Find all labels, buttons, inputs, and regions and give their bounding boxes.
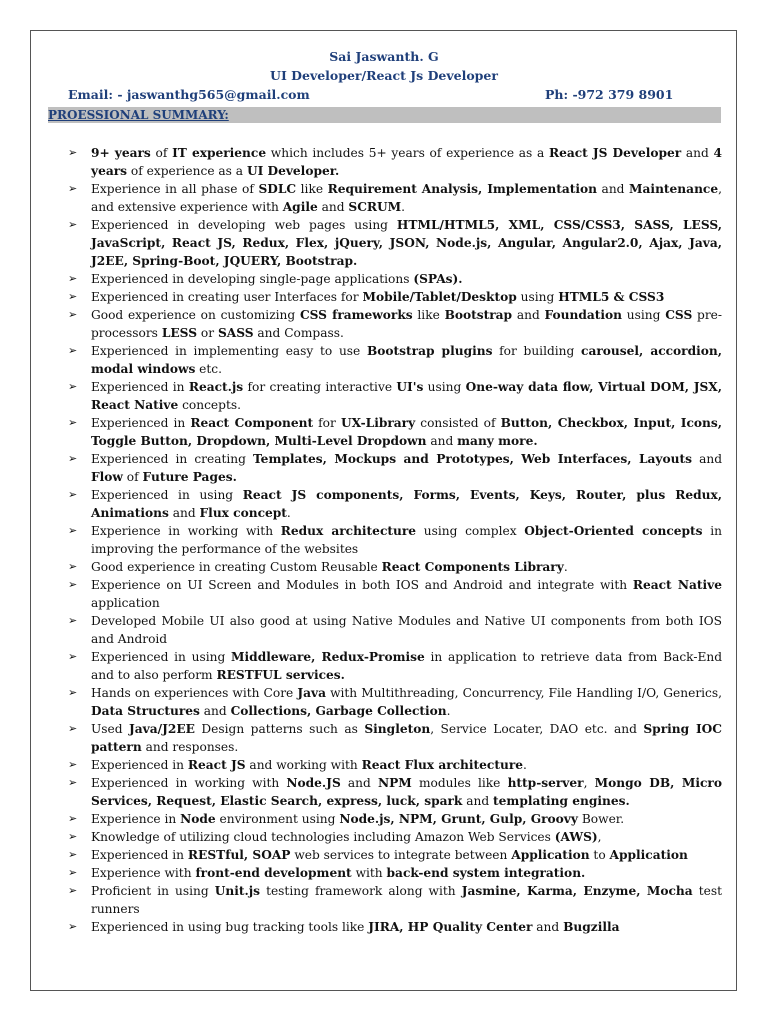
arrow-bullet-icon: ➢: [68, 524, 78, 537]
job-title: UI Developer/React Js Developer: [270, 68, 498, 83]
summary-item-text: .: [563, 560, 568, 574]
summary-item-text: ,: [597, 830, 602, 844]
summary-item: [68, 810, 722, 828]
summary-item: [68, 306, 722, 342]
summary-item-keyword: back-end system integration.: [386, 866, 586, 880]
summary-item-text: .: [401, 200, 406, 214]
summary-item-keyword: HTML/HTML5, XML, CSS/CSS3, SASS, LESS, JavaScript, React JS, Redux, Flex, jQuery, JSON, Node.js, Angular, Angular2.0, Ajax, Java, J2EE, Spring-Boot, JQUERY, Bootstrap.: [91, 218, 722, 268]
summary-item-keyword: RESTful, SOAP: [187, 848, 291, 862]
summary-item: [68, 378, 722, 414]
summary-item-keyword: UX-Library: [340, 416, 416, 430]
email-text: Email: - jaswanthg565@gmail.com: [68, 87, 310, 102]
summary-item-text: Experienced in: [91, 416, 191, 430]
summary-item-keyword: Node.JS: [286, 776, 341, 790]
summary-item-text: in application to retrieve data from Back-End and to also perform: [91, 650, 722, 682]
summary-item-keyword: Bootstrap: [444, 308, 513, 322]
summary-item-text: using: [516, 290, 559, 304]
arrow-bullet-icon: ➢: [68, 848, 78, 861]
summary-item-text: and working with: [245, 758, 362, 772]
arrow-bullet-icon: ➢: [68, 686, 78, 699]
summary-item-text: .: [523, 758, 527, 772]
summary-item-keyword: Object-Oriented concepts: [524, 524, 703, 538]
summary-item: [68, 450, 722, 486]
summary-item-text: Experienced in creating: [91, 452, 254, 466]
summary-item-text: in improving the performance of the websites: [91, 524, 722, 556]
summary-item-text: and: [512, 308, 545, 322]
summary-item-keyword: React.js: [188, 380, 244, 394]
phone-text: Ph: -972 379 8901: [545, 87, 674, 102]
summary-item-keyword: Templates, Mockups and Prototypes, Web Interfaces, Layouts: [253, 452, 692, 466]
summary-item-text: Experienced in developing web pages using: [91, 218, 397, 232]
arrow-bullet-icon: ➢: [68, 830, 78, 843]
summary-item-text: of experience as a: [127, 164, 247, 178]
arrow-bullet-icon: ➢: [68, 758, 78, 771]
arrow-bullet-icon: ➢: [68, 416, 78, 429]
summary-item-text: and: [168, 506, 200, 520]
summary-item-text: for creating interactive: [243, 380, 397, 394]
summary-item: [68, 828, 722, 846]
summary-item-text: test runners: [91, 884, 723, 916]
summary-item: [68, 144, 722, 180]
summary-list: [68, 144, 722, 936]
summary-item-text: modules like: [411, 776, 508, 790]
summary-item-text: and responses.: [141, 740, 239, 754]
summary-item-keyword: Future Pages.: [142, 470, 237, 484]
summary-item: [68, 648, 722, 684]
summary-item-keyword: SDLC: [258, 182, 297, 196]
summary-item-keyword: Foundation: [544, 308, 623, 322]
summary-item-keyword: CSS frameworks: [299, 308, 413, 322]
summary-item-text: Experienced in: [91, 758, 188, 772]
summary-item-text: Experienced in using bug tracking tools like: [91, 920, 369, 934]
summary-item-keyword: Bootstrap plugins: [366, 344, 493, 358]
summary-item-keyword: Java: [297, 686, 326, 700]
summary-item-text: Used: [91, 722, 130, 736]
summary-item-text: Experienced in using: [91, 488, 243, 502]
summary-item-text: Bower.: [577, 812, 625, 826]
summary-item-keyword: JIRA, HP Quality Center: [368, 920, 533, 934]
summary-item-text: and: [340, 776, 378, 790]
summary-item-text: of: [122, 470, 143, 484]
arrow-bullet-icon: ➢: [68, 344, 78, 357]
summary-item-text: or: [197, 326, 218, 340]
summary-item-text: ,: [583, 776, 595, 790]
summary-item-text: Good experience on customizing: [91, 308, 300, 322]
summary-item-text: Experienced in developing single-page applications: [91, 272, 414, 286]
summary-item: [68, 918, 722, 936]
summary-item-keyword: Node: [180, 812, 216, 826]
summary-item: [68, 414, 722, 450]
summary-item-keyword: Bugzilla: [563, 920, 620, 934]
summary-item-keyword: UI Developer.: [246, 164, 340, 178]
summary-item-keyword: 4 years: [91, 146, 722, 178]
arrow-bullet-icon: ➢: [68, 650, 78, 663]
summary-item-text: Experience in working with: [91, 524, 281, 538]
summary-item-text: and: [681, 146, 714, 160]
summary-item: [68, 774, 722, 810]
summary-item-keyword: Data Structures: [91, 704, 200, 718]
section-title: PROESSIONAL SUMMARY:: [48, 108, 229, 122]
summary-item-keyword: Jasmine, Karma, Enzyme, Mocha: [461, 884, 693, 898]
summary-item: [68, 846, 722, 864]
summary-item-text: .: [446, 704, 451, 718]
summary-item-keyword: Spring IOC pattern: [91, 722, 722, 754]
summary-item-keyword: Requirement Analysis, Implementation: [327, 182, 597, 196]
summary-item-keyword: React Components Library: [381, 560, 564, 574]
summary-item-text: like: [296, 182, 328, 196]
arrow-bullet-icon: ➢: [68, 866, 78, 879]
summary-item: [68, 864, 722, 882]
summary-item: [68, 486, 722, 522]
summary-item-keyword: front-end development: [195, 866, 352, 880]
summary-item-keyword: Agile: [282, 200, 318, 214]
summary-item-text: testing framework along with: [260, 884, 462, 898]
summary-item-text: and: [426, 434, 458, 448]
summary-item-keyword: (SPAs).: [413, 272, 463, 286]
summary-item-text: with: [351, 866, 387, 880]
summary-item-keyword: http-server: [507, 776, 584, 790]
summary-item-text: Experienced in implementing easy to use: [91, 344, 367, 358]
summary-item-keyword: Flow: [91, 470, 123, 484]
summary-item-text: which includes 5+ years of experience as a: [266, 146, 549, 160]
summary-item-keyword: Flux concept: [199, 506, 287, 520]
arrow-bullet-icon: ➢: [68, 380, 78, 393]
summary-item: [68, 612, 722, 648]
summary-item-text: for building: [492, 344, 582, 358]
summary-item-text: Experienced in: [91, 380, 189, 394]
summary-item-keyword: Collections, Garbage Collection: [230, 704, 447, 718]
arrow-bullet-icon: ➢: [68, 776, 78, 789]
summary-item-keyword: Singleton: [364, 722, 431, 736]
summary-item-keyword: UI's: [396, 380, 424, 394]
summary-item-text: Experienced in using: [91, 650, 232, 664]
summary-item-text: and: [532, 920, 564, 934]
summary-item-text: like: [412, 308, 445, 322]
summary-item-text: of: [150, 146, 173, 160]
summary-item-text: and: [692, 452, 723, 466]
summary-item-text: using: [622, 308, 666, 322]
summary-item: [68, 180, 722, 216]
summary-item-text: Experience with: [91, 866, 196, 880]
summary-item-keyword: One-way data flow, Virtual DOM, JSX, React Native: [91, 380, 723, 412]
summary-item-keyword: Maintenance: [629, 182, 719, 196]
arrow-bullet-icon: ➢: [68, 578, 78, 591]
summary-item-text: using: [423, 380, 466, 394]
summary-item-keyword: React JS Developer: [548, 146, 682, 160]
summary-item-text: pre-processors: [91, 308, 722, 340]
summary-item-keyword: Application: [511, 848, 590, 862]
summary-item: [68, 684, 722, 720]
arrow-bullet-icon: ➢: [68, 272, 78, 285]
summary-item: [68, 558, 722, 576]
arrow-bullet-icon: ➢: [68, 308, 78, 321]
summary-item: [68, 522, 722, 558]
summary-item-keyword: (AWS): [554, 830, 598, 844]
summary-item: [68, 756, 722, 774]
summary-item-text: using complex: [416, 524, 525, 538]
summary-item-text: , and extensive experience with: [91, 182, 722, 214]
summary-item-text: with Multithreading, Concurrency, File Handling I/O, Generics,: [326, 686, 722, 700]
arrow-bullet-icon: ➢: [68, 488, 78, 501]
summary-item-keyword: RESTFUL services.: [216, 668, 345, 682]
summary-item-keyword: Redux architecture: [280, 524, 417, 538]
arrow-bullet-icon: ➢: [68, 146, 78, 159]
summary-item-text: web services to integrate between: [290, 848, 512, 862]
summary-item-keyword: NPM: [377, 776, 412, 790]
summary-item-keyword: HTML5 & CSS3: [558, 290, 665, 304]
summary-item-text: environment using: [215, 812, 340, 826]
summary-item-text: Hands on experiences with Core: [91, 686, 298, 700]
summary-item: [68, 288, 722, 306]
arrow-bullet-icon: ➢: [68, 722, 78, 735]
summary-item-keyword: React Component: [190, 416, 314, 430]
candidate-name: Sai Jaswanth. G: [329, 49, 439, 64]
arrow-bullet-icon: ➢: [68, 290, 78, 303]
summary-item-text: Experienced in creating user Interfaces for: [91, 290, 363, 304]
arrow-bullet-icon: ➢: [68, 920, 78, 933]
summary-item-text: and: [462, 794, 494, 808]
summary-item: [68, 720, 722, 756]
summary-item: [68, 270, 722, 288]
summary-item-keyword: Middleware, Redux-Promise: [231, 650, 425, 664]
summary-item-text: Knowledge of utilizing cloud technologies including Amazon Web Services: [91, 830, 555, 844]
summary-item-text: and Compass.: [253, 326, 344, 340]
summary-item-keyword: Java/J2EE: [129, 722, 195, 736]
summary-item-text: for: [313, 416, 341, 430]
summary-item-keyword: React JS components, Forms, Events, Keys, Router, plus Redux, Animations: [91, 488, 722, 520]
summary-item-text: .: [286, 506, 291, 520]
summary-item-text: Proficient in using: [91, 884, 215, 898]
summary-item: [68, 216, 722, 270]
arrow-bullet-icon: ➢: [68, 884, 78, 897]
summary-item: [68, 342, 722, 378]
summary-item-keyword: SASS: [217, 326, 254, 340]
summary-item-keyword: Mobile/Tablet/Desktop: [362, 290, 517, 304]
arrow-bullet-icon: ➢: [68, 182, 78, 195]
summary-item-text: Experienced in: [91, 848, 188, 862]
summary-item-keyword: React Flux architecture: [361, 758, 524, 772]
summary-item-keyword: LESS: [161, 326, 198, 340]
summary-item-text: Design patterns such as: [194, 722, 365, 736]
summary-item-text: and: [597, 182, 630, 196]
summary-item-text: consisted of: [415, 416, 501, 430]
summary-item-keyword: SCRUM: [348, 200, 402, 214]
summary-item-keyword: CSS: [665, 308, 693, 322]
summary-item-keyword: React Native: [632, 578, 722, 592]
summary-item-text: and: [317, 200, 349, 214]
summary-item-keyword: Mongo DB, Micro Services, Request, Elastic Search, express, luck, spark: [91, 776, 722, 808]
summary-item-keyword: Unit.js: [214, 884, 261, 898]
summary-item-text: Good experience in creating Custom Reusable: [91, 560, 382, 574]
summary-item-keyword: IT experience: [172, 146, 267, 160]
summary-item-text: Experience on UI Screen and Modules in both IOS and Android and integrate with: [91, 578, 633, 592]
arrow-bullet-icon: ➢: [68, 560, 78, 573]
arrow-bullet-icon: ➢: [68, 218, 78, 231]
summary-item: [68, 576, 722, 612]
summary-item-keyword: 9+ years: [91, 146, 151, 160]
summary-item-keyword: many more.: [457, 434, 538, 448]
summary-item-text: Developed Mobile UI also good at using Native Modules and Native UI components from both IOS and Android: [91, 614, 722, 646]
summary-item-text: and: [199, 704, 231, 718]
arrow-bullet-icon: ➢: [68, 812, 78, 825]
summary-item-keyword: Application: [609, 848, 688, 862]
summary-item-keyword: React JS: [187, 758, 246, 772]
summary-item-text: to: [589, 848, 610, 862]
arrow-bullet-icon: ➢: [68, 614, 78, 627]
summary-item-keyword: Node.js, NPM, Grunt, Gulp, Groovy: [339, 812, 578, 826]
summary-item-text: Experience in all phase of: [91, 182, 259, 196]
arrow-bullet-icon: ➢: [68, 452, 78, 465]
summary-item-keyword: templating engines.: [493, 794, 630, 808]
summary-item-keyword: carousel, accordion, modal windows: [91, 344, 722, 376]
summary-item-text: , Service Locater, DAO etc. and: [430, 722, 644, 736]
section-header-bar: [48, 107, 721, 123]
summary-item-text: etc.: [195, 362, 222, 376]
summary-item-text: application: [91, 596, 160, 610]
summary-item-keyword: Button, Checkbox, Input, Icons, Toggle Button, Dropdown, Multi-Level Dropdown: [91, 416, 722, 448]
summary-item-text: concepts.: [178, 398, 241, 412]
summary-item-text: Experienced in working with: [91, 776, 287, 790]
summary-item-text: Experience in: [91, 812, 181, 826]
summary-item: [68, 882, 722, 918]
